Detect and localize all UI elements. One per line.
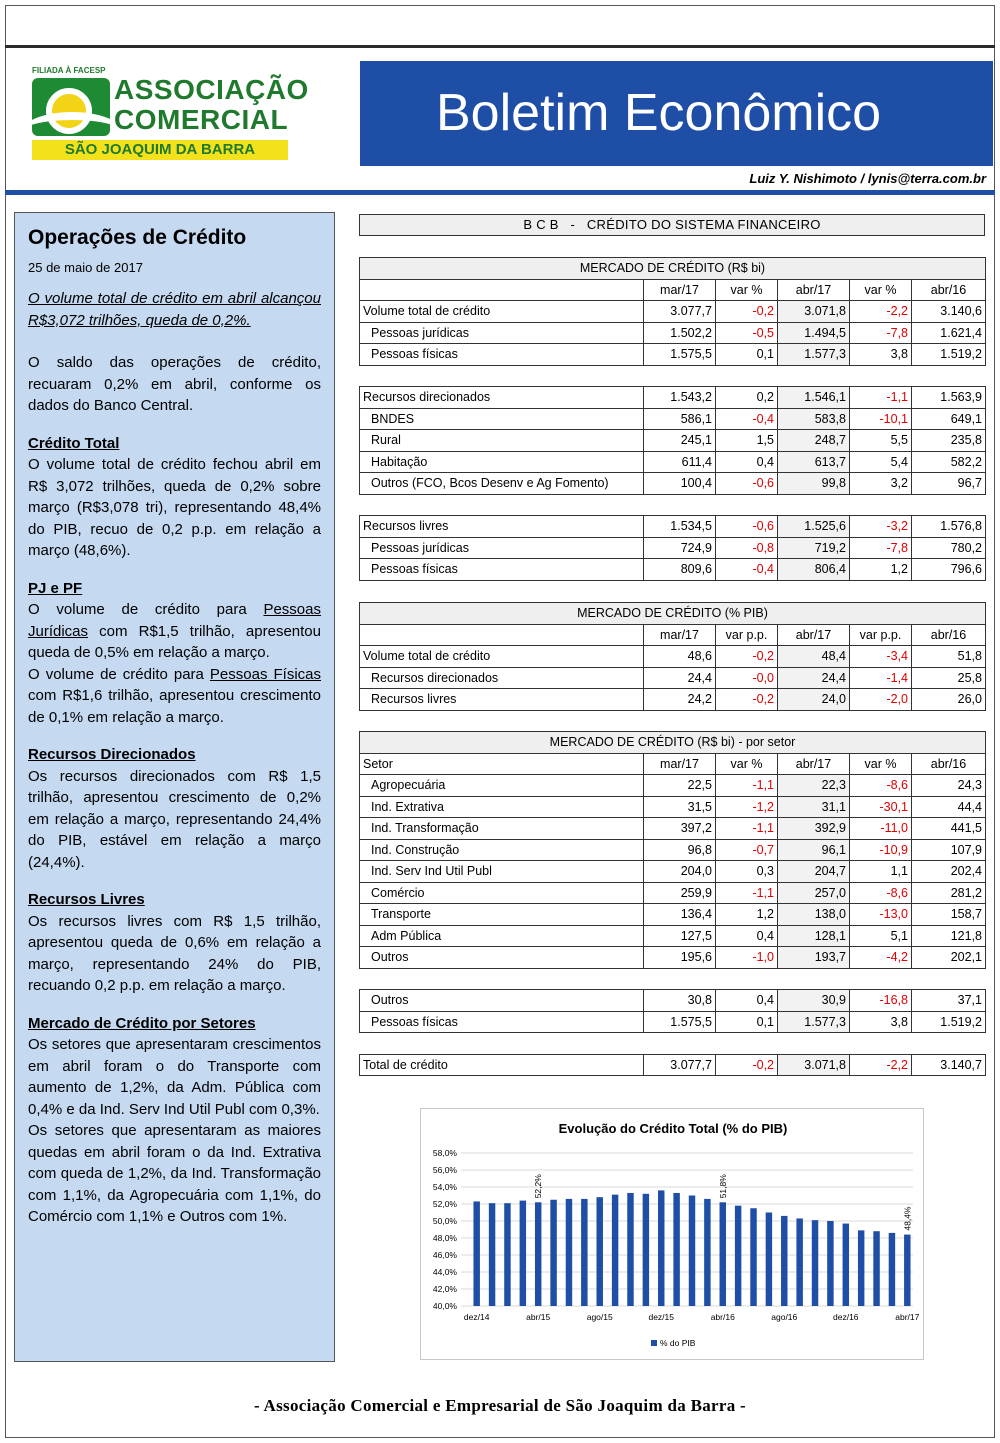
table-cell: 31,1	[778, 796, 850, 818]
table-row	[360, 559, 986, 581]
row-label: Outros	[360, 947, 644, 969]
x-tick-label: ago/15	[586, 1312, 613, 1322]
table-cell: 719,2	[778, 537, 850, 559]
table-cell: 0,4	[716, 990, 778, 1012]
table-spacer	[360, 494, 986, 516]
column-header: abr/16	[912, 279, 986, 301]
table-row	[360, 430, 986, 452]
table-cell: 397,2	[644, 818, 716, 840]
row-label: Recursos livres	[360, 689, 644, 711]
bar-mar/15	[520, 1201, 526, 1306]
row-label: Adm Pública	[360, 925, 644, 947]
table-row	[360, 1011, 986, 1033]
table-cell: 128,1	[778, 925, 850, 947]
table-cell: -0,2	[716, 1054, 778, 1076]
section-livres-text: Os recursos livres com R$ 1,5 trilhão, apresentou queda de 0,6% em relação a março, representando 24% do PIB, recuando 0,2 p.p. em relação a março.	[28, 912, 321, 994]
table-cell: -0,2	[716, 646, 778, 668]
association-logo	[28, 66, 309, 162]
table-cell: -1,2	[716, 796, 778, 818]
table-title: MERCADO DE CRÉDITO (% PIB)	[360, 603, 986, 625]
table-cell: -0,0	[716, 667, 778, 689]
table-cell: 1.519,2	[912, 344, 986, 366]
table-cell: 127,5	[644, 925, 716, 947]
table-cell: 281,2	[912, 882, 986, 904]
table-cell: -0,4	[716, 408, 778, 430]
top-rule	[5, 45, 995, 48]
table-cell: -1,1	[716, 882, 778, 904]
table-cell: -3,4	[850, 646, 912, 668]
table-row	[360, 451, 986, 473]
row-label: Rural	[360, 430, 644, 452]
table-row	[360, 990, 986, 1012]
table-cell: 806,4	[778, 559, 850, 581]
table-cell: 259,9	[644, 882, 716, 904]
bar-ago/15	[596, 1197, 602, 1306]
column-header: var %	[850, 279, 912, 301]
data-label: 51,8%	[717, 1174, 728, 1199]
bar-nov/16	[827, 1221, 833, 1306]
table-cell: 3.077,7	[644, 1054, 716, 1076]
table-cell: 583,8	[778, 408, 850, 430]
table-cell: 1.575,5	[644, 1011, 716, 1033]
section-credito-total-title: Crédito Total	[28, 434, 120, 452]
table-cell: 44,4	[912, 796, 986, 818]
table-cell: -2,0	[850, 689, 912, 711]
bar-out/15	[627, 1193, 633, 1306]
column-header: Setor	[360, 753, 644, 775]
section-setores-title: Mercado de Crédito por Setores	[28, 1014, 256, 1032]
bar-mar/16	[704, 1199, 710, 1306]
table-cell: -3,2	[850, 516, 912, 538]
x-tick-label: ago/16	[771, 1312, 798, 1322]
article-title: Operações de Crédito	[28, 226, 247, 249]
article-intro: O saldo das operações de crédito, recuaram 0,2% em abril, conforme os dados do Banco Central.	[28, 354, 321, 414]
column-header: abr/16	[912, 753, 986, 775]
column-header: var p.p.	[850, 624, 912, 646]
bar-abr/17	[904, 1235, 910, 1306]
table-row	[360, 322, 986, 344]
bar-mar/17	[889, 1233, 895, 1306]
data-label: 48,4%	[902, 1206, 913, 1231]
table-cell: 204,0	[644, 861, 716, 883]
table-cell: 3.077,7	[644, 301, 716, 323]
table-cell: 195,6	[644, 947, 716, 969]
table-cell: 1.576,8	[912, 516, 986, 538]
table-cell: 0,1	[716, 1011, 778, 1033]
table-row	[360, 839, 986, 861]
table-cell: 1.519,2	[912, 1011, 986, 1033]
column-header: mar/17	[644, 279, 716, 301]
table-cell: -1,1	[716, 775, 778, 797]
bar-set/15	[612, 1195, 618, 1306]
table-cell: -2,2	[850, 1054, 912, 1076]
bar-dez/15	[658, 1190, 664, 1306]
table-row	[360, 775, 986, 797]
table-cell: 158,7	[912, 904, 986, 926]
table-cell: 0,4	[716, 451, 778, 473]
y-tick-label: 46,0%	[432, 1250, 457, 1260]
table-cell: 30,9	[778, 990, 850, 1012]
table-cell: 1.575,5	[644, 344, 716, 366]
table-row	[360, 689, 986, 711]
column-header: mar/17	[644, 624, 716, 646]
y-tick-label: 54,0%	[432, 1182, 457, 1192]
table-mercado-credito	[359, 257, 986, 581]
table-cell: 1,2	[716, 904, 778, 926]
table-cell: -10,9	[850, 839, 912, 861]
table-cell: 582,2	[912, 451, 986, 473]
table-cell: 1,1	[850, 861, 912, 883]
section-pj-pf-title: PJ e PF	[28, 579, 83, 597]
table-row	[360, 301, 986, 323]
table-cell: 121,8	[912, 925, 986, 947]
row-label: Pessoas físicas	[360, 559, 644, 581]
table-row	[360, 408, 986, 430]
table-cell: 1.577,3	[778, 344, 850, 366]
table-cell: 1.577,3	[778, 1011, 850, 1033]
table-cell: 724,9	[644, 537, 716, 559]
table-cell: 586,1	[644, 408, 716, 430]
table-cell: 25,8	[912, 667, 986, 689]
table-cell: 1.525,6	[778, 516, 850, 538]
table-cell: -1,1	[716, 818, 778, 840]
x-tick-label: dez/16	[833, 1312, 859, 1322]
bar-out/16	[812, 1220, 818, 1306]
x-tick-label: abr/16	[710, 1312, 735, 1322]
table-cell: 24,2	[644, 689, 716, 711]
table-cell: -0,7	[716, 839, 778, 861]
table-cell: -8,6	[850, 775, 912, 797]
table-title: MERCADO DE CRÉDITO (R$ bi) - por setor	[360, 732, 986, 754]
row-label: Transporte	[360, 904, 644, 926]
table-row	[360, 387, 986, 409]
logo-emblem-icon	[32, 78, 110, 136]
y-tick-label: 56,0%	[432, 1165, 457, 1175]
table-cell: -11,0	[850, 818, 912, 840]
table-cell: 24,4	[778, 667, 850, 689]
row-label: Habitação	[360, 451, 644, 473]
table-cell: 0,3	[716, 861, 778, 883]
table-cell: -10,1	[850, 408, 912, 430]
section-direcionados-text: Os recursos direcionados com R$ 1,5 trilhão, apresentou crescimento de 0,2% em relação a março, representando 24,4% do PIB, estável em relação a março (24,4%).	[28, 767, 321, 871]
column-header: mar/17	[644, 753, 716, 775]
table-row	[360, 473, 986, 495]
table-cell: 441,5	[912, 818, 986, 840]
table-cell: 24,4	[644, 667, 716, 689]
row-label: Pessoas físicas	[360, 344, 644, 366]
table-cell: -0,5	[716, 322, 778, 344]
bar-jan/15	[489, 1203, 495, 1306]
table-cell: -4,2	[850, 947, 912, 969]
section-direcionados-title: Recursos Direcionados	[28, 746, 196, 763]
table-cell: -1,1	[850, 387, 912, 409]
credit-chart-svg	[421, 1109, 925, 1361]
table-cell: 3.140,7	[912, 1054, 986, 1076]
column-header: var %	[716, 279, 778, 301]
column-header: abr/17	[778, 279, 850, 301]
bar-abr/16	[720, 1202, 726, 1306]
table-cell: 1.563,9	[912, 387, 986, 409]
table-cell: 1.546,1	[778, 387, 850, 409]
data-label: 52,2%	[533, 1174, 544, 1199]
table-cell: 0,2	[716, 387, 778, 409]
table-cell: 3,8	[850, 344, 912, 366]
table-cell: 780,2	[912, 537, 986, 559]
legend-label: % do PIB	[660, 1338, 696, 1348]
table-cell: 796,6	[912, 559, 986, 581]
column-header: var %	[716, 753, 778, 775]
section-pj-text: O volume de crédito para Pessoas Jurídicas com R$1,5 trilhão, apresentou queda de 0,5% em relação a março.	[28, 601, 321, 661]
row-label: Ind. Construção	[360, 839, 644, 861]
x-tick-label: abr/15	[526, 1312, 551, 1322]
table-cell: -16,8	[850, 990, 912, 1012]
table-cell: 26,0	[912, 689, 986, 711]
table-row	[360, 818, 986, 840]
y-tick-label: 58,0%	[432, 1148, 457, 1158]
article-panel	[14, 212, 335, 1362]
table-cell: 245,1	[644, 430, 716, 452]
table-cell: -0,4	[716, 559, 778, 581]
y-tick-label: 44,0%	[432, 1267, 457, 1277]
table-cell: 3.140,6	[912, 301, 986, 323]
table-cell: -0,6	[716, 516, 778, 538]
bcb-header: B C B - CRÉDITO DO SISTEMA FINANCEIRO	[359, 214, 985, 236]
bar-jun/16	[750, 1208, 756, 1306]
table-cell: 3,8	[850, 1011, 912, 1033]
table-row	[360, 1054, 986, 1076]
row-label: Total de crédito	[360, 1054, 644, 1076]
table-mercado-credito-setor	[359, 731, 986, 1076]
column-header	[360, 279, 644, 301]
row-label: Pessoas jurídicas	[360, 322, 644, 344]
bar-mai/15	[550, 1200, 556, 1306]
table-cell: 1,2	[850, 559, 912, 581]
table-cell: 37,1	[912, 990, 986, 1012]
table-cell: 0,4	[716, 925, 778, 947]
table-cell: 1.494,5	[778, 322, 850, 344]
article-date: 25 de maio de 2017	[28, 260, 143, 275]
table-cell: 257,0	[778, 882, 850, 904]
y-tick-label: 52,0%	[432, 1199, 457, 1209]
table-cell: 0,1	[716, 344, 778, 366]
table-row	[360, 947, 986, 969]
bar-fev/15	[504, 1203, 510, 1306]
header-divider	[5, 190, 995, 195]
column-header	[360, 624, 644, 646]
table-cell: 100,4	[644, 473, 716, 495]
table-cell: 48,6	[644, 646, 716, 668]
table-cell: -0,2	[716, 301, 778, 323]
section-livres-title: Recursos Livres	[28, 891, 145, 908]
table-cell: -0,2	[716, 689, 778, 711]
table-cell: 3,2	[850, 473, 912, 495]
table-cell: 248,7	[778, 430, 850, 452]
table-cell: 1,5	[716, 430, 778, 452]
table-cell: -1,0	[716, 947, 778, 969]
logo-line2: COMERCIAL	[114, 104, 289, 135]
table-cell: 31,5	[644, 796, 716, 818]
table-cell: 22,3	[778, 775, 850, 797]
bar-fev/17	[873, 1231, 879, 1306]
logo-city: SÃO JOAQUIM DA BARRA	[32, 140, 288, 160]
table-cell: 136,4	[644, 904, 716, 926]
table-row	[360, 344, 986, 366]
legend-swatch	[651, 1340, 657, 1346]
row-label: Comércio	[360, 882, 644, 904]
table-cell: -8,6	[850, 882, 912, 904]
bar-dez/16	[843, 1224, 849, 1306]
y-tick-label: 48,0%	[432, 1233, 457, 1243]
table-row	[360, 925, 986, 947]
table-cell: 611,4	[644, 451, 716, 473]
column-header: abr/16	[912, 624, 986, 646]
section-setores-text2: Os setores que apresentaram as maiores quedas em abril foram o da Ind. Extrativa com queda de 1,2%, da Ind. Transformação com 1,1%, da Agropecuária com 1,1%, do Comércio com 1,1% e Outros com 1%.	[28, 1122, 321, 1225]
x-tick-label: dez/15	[648, 1312, 675, 1322]
bar-nov/15	[643, 1194, 649, 1306]
column-header: var p.p.	[716, 624, 778, 646]
table-spacer	[360, 968, 986, 990]
row-label: Pessoas jurídicas	[360, 537, 644, 559]
table-cell: -2,2	[850, 301, 912, 323]
row-label: Outros	[360, 990, 644, 1012]
x-tick-label: dez/14	[463, 1312, 490, 1322]
table-cell: 5,5	[850, 430, 912, 452]
row-label: Ind. Transformação	[360, 818, 644, 840]
table-cell: -13,0	[850, 904, 912, 926]
table-cell: 613,7	[778, 451, 850, 473]
table-cell: 96,7	[912, 473, 986, 495]
table-cell: -0,8	[716, 537, 778, 559]
table-cell: 649,1	[912, 408, 986, 430]
row-label: Ind. Serv Ind Util Publ	[360, 861, 644, 883]
table-cell: -7,8	[850, 322, 912, 344]
row-label: Volume total de crédito	[360, 646, 644, 668]
table-cell: 3.071,8	[778, 1054, 850, 1076]
column-header: abr/17	[778, 624, 850, 646]
y-tick-label: 50,0%	[432, 1216, 457, 1226]
row-label: Recursos livres	[360, 516, 644, 538]
table-cell: 30,8	[644, 990, 716, 1012]
logo-filiada: FILIADA À FACESP	[32, 66, 106, 75]
table-cell: -30,1	[850, 796, 912, 818]
table-cell: 809,6	[644, 559, 716, 581]
column-header: abr/17	[778, 753, 850, 775]
table-cell: 99,8	[778, 473, 850, 495]
table-cell: 202,4	[912, 861, 986, 883]
bulletin-title: Boletim Econômico	[360, 61, 993, 166]
table-cell: 51,8	[912, 646, 986, 668]
section-pf-text: O volume de crédito para Pessoas Físicas com R$1,6 trilhão, apresentou crescimento de 0,1% em relação a março.	[28, 665, 321, 726]
table-cell: 1.502,2	[644, 322, 716, 344]
row-label: Volume total de crédito	[360, 301, 644, 323]
row-label: Recursos direcionados	[360, 387, 644, 409]
section-setores-text1: Os setores que apresentaram crescimentos em abril foram o do Transporte com aumento de 1,2%, da Adm. Pública com 0,4% e da Ind. Serv Ind Util Publ com 0,3%.	[28, 1036, 321, 1118]
table-row	[360, 882, 986, 904]
table-cell: 107,9	[912, 839, 986, 861]
table-cell: 48,4	[778, 646, 850, 668]
table-cell: 204,7	[778, 861, 850, 883]
table-cell: 1.534,5	[644, 516, 716, 538]
table-row	[360, 796, 986, 818]
table-row	[360, 646, 986, 668]
table-spacer	[360, 365, 986, 387]
table-cell: 24,0	[778, 689, 850, 711]
table-row	[360, 861, 986, 883]
table-cell: 1.543,2	[644, 387, 716, 409]
row-label: Recursos direcionados	[360, 667, 644, 689]
logo-line1: ASSOCIAÇÃO	[114, 74, 309, 105]
table-title: MERCADO DE CRÉDITO (R$ bi)	[360, 258, 986, 280]
table-cell: 3.071,8	[778, 301, 850, 323]
table-row	[360, 904, 986, 926]
bar-dez/14	[473, 1201, 479, 1306]
table-spacer	[360, 1033, 986, 1055]
table-cell: 193,7	[778, 947, 850, 969]
row-label: BNDES	[360, 408, 644, 430]
table-row	[360, 516, 986, 538]
table-cell: 96,1	[778, 839, 850, 861]
table-cell: 5,4	[850, 451, 912, 473]
row-label: Ind. Extrativa	[360, 796, 644, 818]
bar-jun/15	[566, 1199, 572, 1306]
bar-jul/15	[581, 1199, 587, 1306]
y-tick-label: 42,0%	[432, 1284, 457, 1294]
table-row	[360, 667, 986, 689]
row-label: Outros (FCO, Bcos Desenv e Ag Fomento)	[360, 473, 644, 495]
table-row	[360, 537, 986, 559]
table-cell: -1,4	[850, 667, 912, 689]
bar-jul/16	[766, 1213, 772, 1307]
table-cell: 392,9	[778, 818, 850, 840]
bar-jan/16	[673, 1193, 679, 1306]
credit-chart	[420, 1108, 924, 1360]
bar-abr/15	[535, 1202, 541, 1306]
x-tick-label: abr/17	[895, 1312, 920, 1322]
table-cell: 138,0	[778, 904, 850, 926]
bar-jan/17	[858, 1230, 864, 1306]
footer: - Associação Comercial e Empresarial de São Joaquim da Barra -	[253, 1396, 747, 1415]
section-credito-total-text: O volume total de crédito fechou abril em R$ 3,072 trilhões, queda de 0,2% sobre março (R$3,078 tri), representando 48,4% do PIB, recuo de 0,2 p.p. em relação a março (48,6%).	[28, 456, 321, 559]
bar-mai/16	[735, 1206, 741, 1306]
article-lead: O volume total de crédito em abril alcançou R$3,072 trilhões, queda de 0,2%.	[28, 290, 321, 329]
table-cell: -0,6	[716, 473, 778, 495]
bar-set/16	[796, 1218, 802, 1306]
table-cell: 96,8	[644, 839, 716, 861]
table-cell: 24,3	[912, 775, 986, 797]
table-mercado-credito-pib	[359, 602, 986, 711]
table-cell: 22,5	[644, 775, 716, 797]
table-cell: 235,8	[912, 430, 986, 452]
row-label: Agropecuária	[360, 775, 644, 797]
table-cell: 1.621,4	[912, 322, 986, 344]
author-line: Luiz Y. Nishimoto / lynis@terra.com.br	[749, 171, 986, 186]
table-cell: -7,8	[850, 537, 912, 559]
chart-title: Evolução do Crédito Total (% do PIB)	[558, 1121, 788, 1136]
bar-fev/16	[689, 1196, 695, 1307]
table-cell: 5,1	[850, 925, 912, 947]
row-label: Pessoas físicas	[360, 1011, 644, 1033]
bar-ago/16	[781, 1216, 787, 1306]
y-tick-label: 40,0%	[432, 1301, 457, 1311]
column-header: var %	[850, 753, 912, 775]
table-cell: 202,1	[912, 947, 986, 969]
